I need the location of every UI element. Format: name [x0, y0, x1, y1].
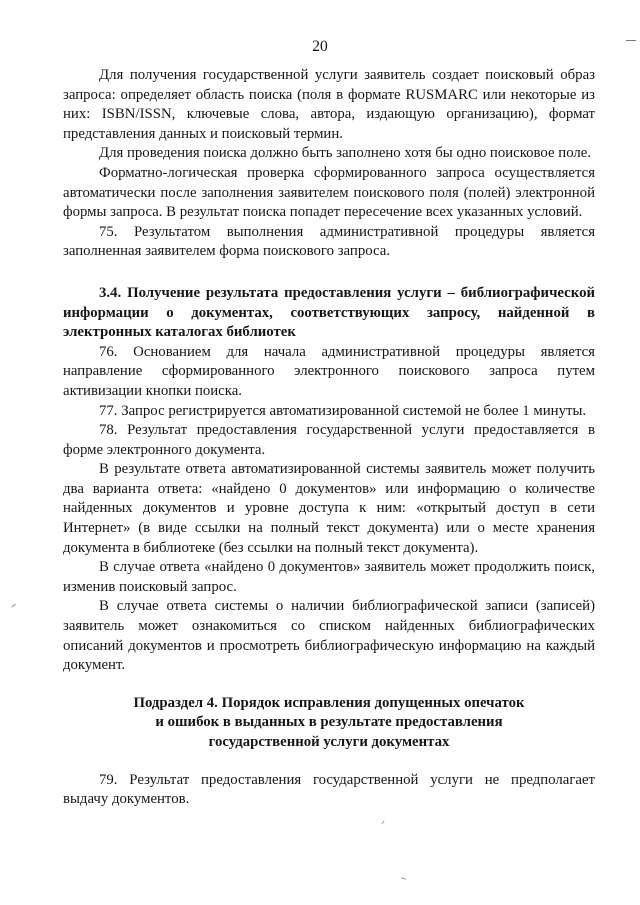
- paragraph: В случае ответа «найдено 0 документов» заявитель может продолжить поиск, изменив поисковый запрос.: [63, 559, 595, 595]
- document-body: [63, 66, 595, 810]
- subsection-heading-line: Подраздел 4. Порядок исправления допущенных опечаток: [133, 694, 525, 711]
- section-heading: 3.4. Получение результата предоставления услуги – библиографической информации о документах, соответствующих запросу, найденной в электронных каталогах библиотек: [63, 284, 595, 341]
- subsection-heading-line: и ошибок в выданных в результате предоставления: [155, 714, 503, 731]
- paragraph: 79. Результат предоставления государственной услуги не предполагает выдачу документов.: [63, 771, 595, 808]
- subsection-heading-line: государственной услуги документах: [208, 734, 450, 750]
- scan-mark: [11, 604, 15, 608]
- paragraph: В случае ответа системы о наличии библиографической записи (записей) заявитель может ознакомиться со списком найденных библиографических описаний документов и просмотреть библиографическую информацию на каждый документ.: [63, 598, 595, 674]
- paragraph: Для проведения поиска должно быть заполнено хотя бы одно поисковое поле.: [99, 145, 592, 162]
- page-number: 20: [312, 38, 328, 55]
- paragraph: 76. Основанием для начала административной процедуры является направление сформированного электронного поискового запроса путем активизации кнопки поиска.: [63, 343, 595, 399]
- scan-mark: [381, 821, 384, 825]
- scan-mark: [401, 877, 406, 879]
- paragraph: Для получения государственной услуги заявитель создает поисковый образ запроса: определяет область поиска (поля в формате RUSMARC или некоторые из них: ISBN/ISSN, ключевые слова, автора, издающую организацию), формат представления данных и поисковый термин.: [63, 67, 595, 142]
- paragraph: 75. Результатом выполнения административной процедуры является заполненная заявителем форма поискового запроса.: [63, 223, 595, 260]
- subsection-heading: [63, 694, 595, 753]
- paragraph: Форматно-логическая проверка сформированного запроса осуществляется автоматически после заполнения заявителем поискового поля (полей) электронной формы запроса. В результат поиска попадет пересечение всех указанных условий.: [63, 164, 595, 221]
- paragraph: В результате ответа автоматизированной системы заявитель может получить два варианта ответа: «найдено 0 документов» или информацию о количестве найденных документов и уровне доступа к ним: «открытый доступ в сети Интернет» (в виде ссылки на полный текст документа) или о месте хранения документа в библиотеке (без ссылки на полный текст документа).: [63, 461, 595, 556]
- paragraph: 78. Результат предоставления государственной услуги предоставляется в форме электронного документа.: [63, 422, 595, 458]
- paragraph: 77. Запрос регистрируется автоматизированной системой не более 1 минуты.: [99, 402, 587, 419]
